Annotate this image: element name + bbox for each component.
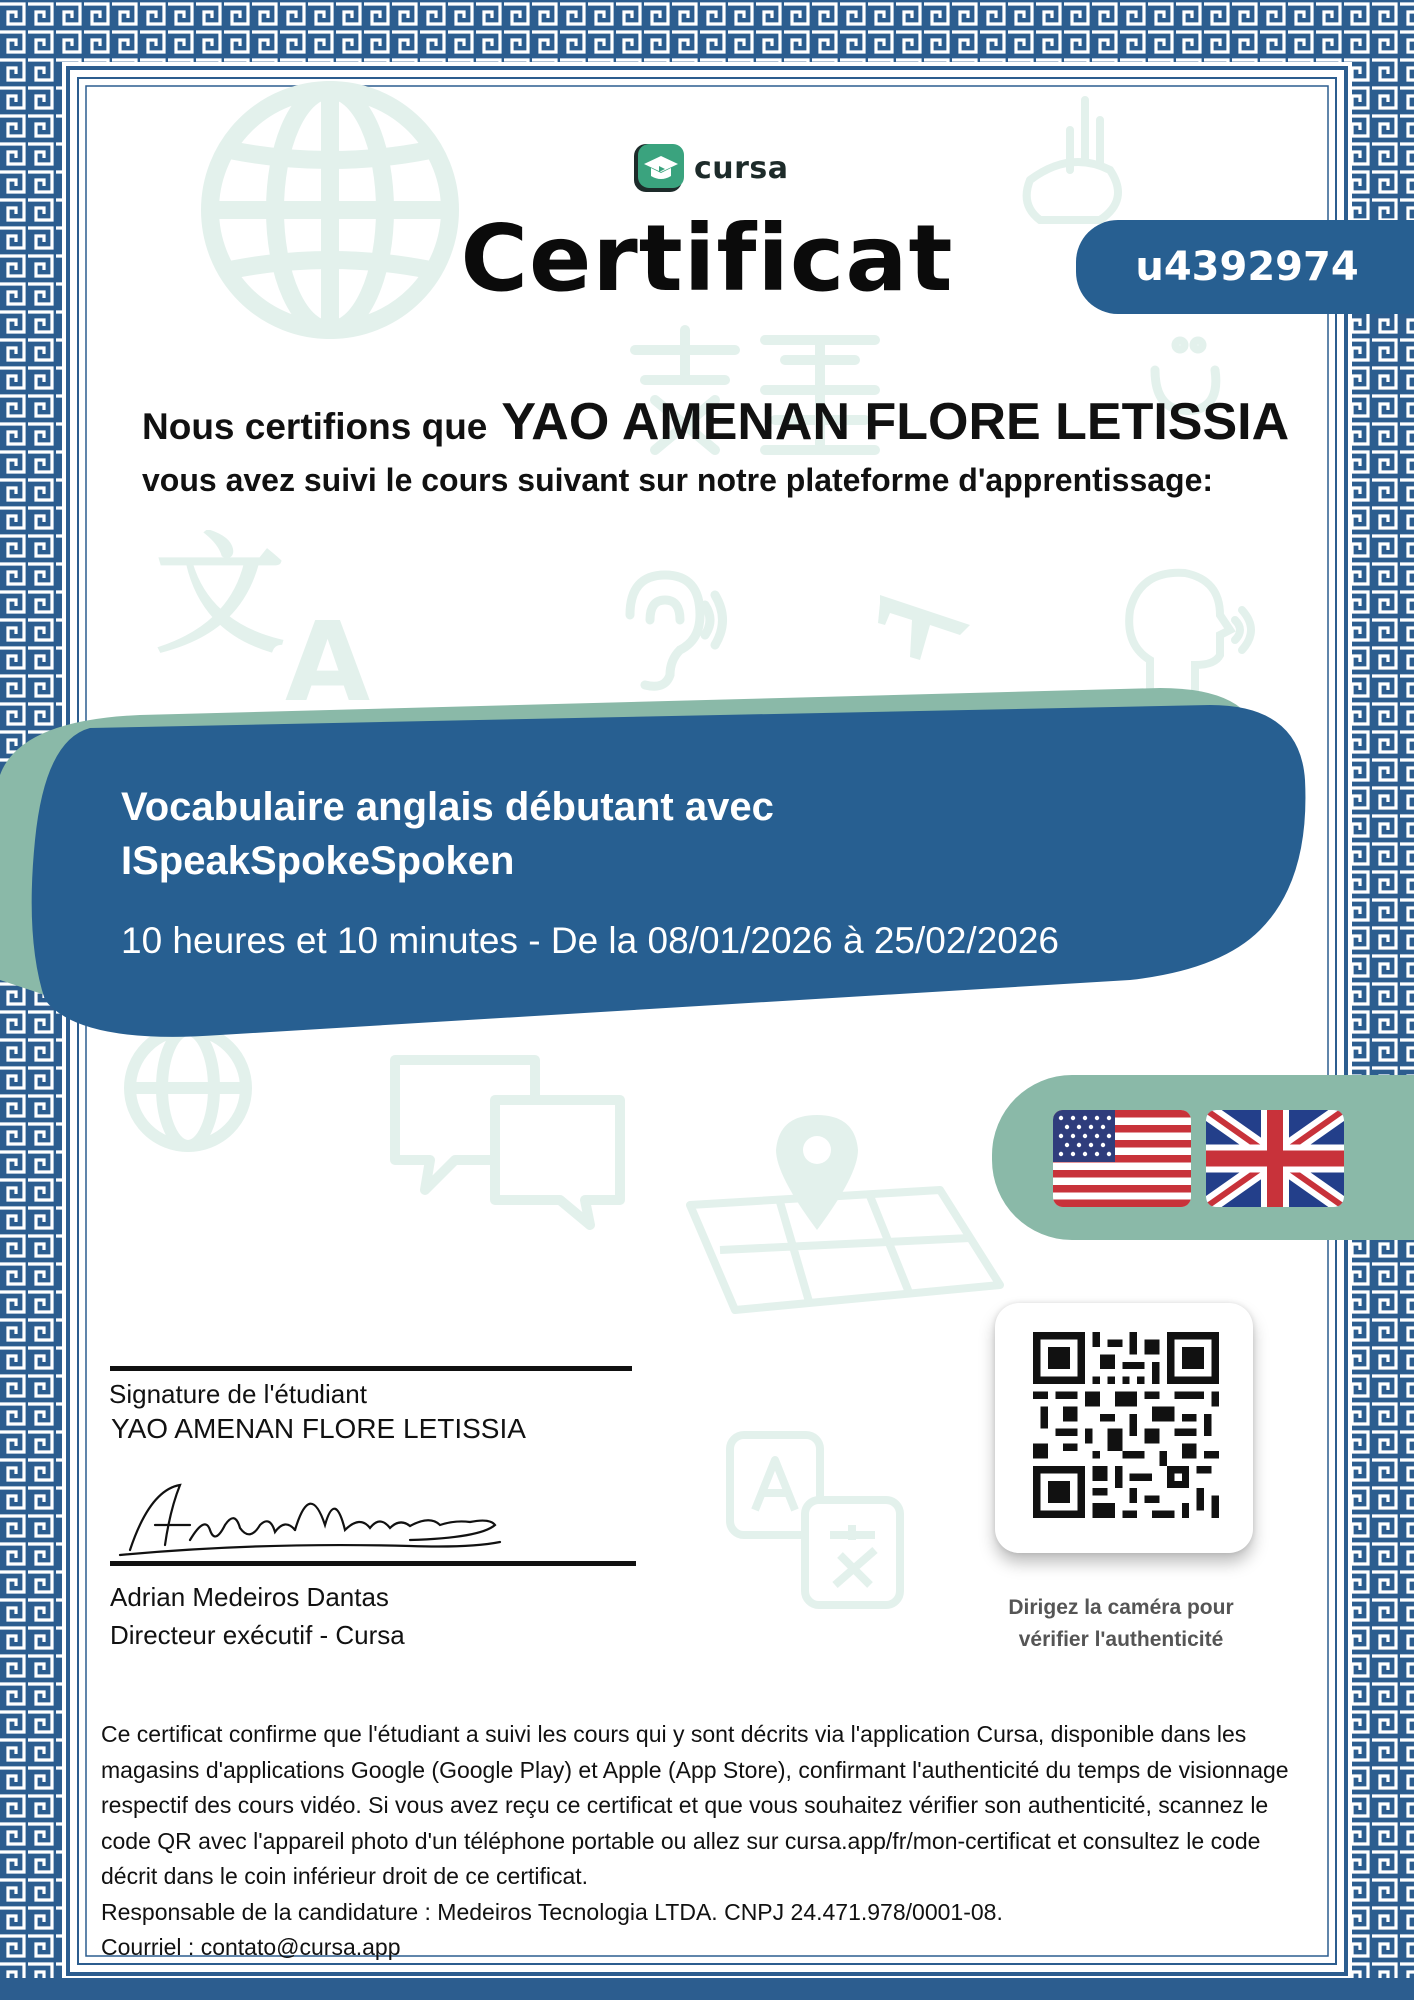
qr-caption-line2: vérifier l'authenticité (1018, 1628, 1224, 1651)
intro-prefix: Nous certifions que (142, 406, 488, 447)
qr-caption-line1: Dirigez la caméra pour (1008, 1596, 1234, 1619)
map-pin-doodle-icon (680, 1110, 1010, 1320)
svg-text:A: A (285, 598, 371, 710)
student-signature-label: Signature de l'étudiant (109, 1379, 367, 1409)
course-title-line2: ISpeakSpokeSpoken (121, 839, 515, 883)
course-duration-dates: 10 heures et 10 minutes - De la 08/01/2026 à 25/02/2026 (121, 920, 1060, 961)
course-title (121, 780, 1021, 888)
cursa-logo (632, 140, 789, 196)
svg-text:文: 文 (155, 530, 286, 671)
speaking-head-doodle-icon (1120, 565, 1260, 695)
course-title-line1: Vocabulaire anglais débutant avec (121, 785, 774, 829)
cursa-logo-icon (632, 140, 688, 196)
qr-caption (980, 1592, 1262, 1656)
director-signature-line (110, 1561, 636, 1566)
chat-bubbles-doodle-icon (385, 1040, 635, 1230)
us-flag-icon (1053, 1110, 1191, 1207)
student-signature-name: YAO AMENAN FLORE LETISSIA (111, 1413, 526, 1444)
footer-email: Courriel : contato@cursa.app (101, 1934, 401, 1960)
student-name: YAO AMENAN FLORE LETISSIA (501, 393, 1290, 451)
certification-statement (142, 392, 1289, 452)
intro-second-line: vous avez suivi le cours suivant sur notre plateforme d'apprentissage: (142, 462, 1214, 498)
qr-code-icon (1033, 1332, 1219, 1518)
language-cards-doodle-icon (720, 1415, 910, 1615)
footer-company: Responsable de la candidature : Medeiros Tecnologia LTDA. CNPJ 24.471.978/0001-08. (101, 1898, 1003, 1925)
logo-text: cursa (694, 150, 789, 186)
director-signature-image (110, 1470, 510, 1570)
student-signature-line (110, 1366, 632, 1371)
director-name: Adrian Medeiros Dantas (110, 1582, 389, 1612)
footer-disclaimer (101, 1717, 1313, 1966)
footer-paragraph: Ce certificat confirme que l'étudiant a suivi les cours qui y sont décrits via l'application Cursa, disponible dans les magasins d'applications Google (Google Play) et Apple (App Store), confirmant l'authenticité du temps de visionnage respectif des cours vidéo. Si vous avez reçu ce certificat et que vous souhaitez vérifier son authenticité, scannez le code QR avec l'appareil photo d'un téléphone portable ou allez sur cursa.app/fr/mon-certificat et consultez le code décrit dans le coin inférieur droit de ce certificat. (101, 1721, 1289, 1889)
uk-flag-icon (1206, 1110, 1344, 1207)
certificate-title: Certificat (460, 205, 954, 312)
certificate-id-badge: u4392974 (1076, 220, 1414, 314)
airplane-doodle-icon (870, 565, 990, 665)
qr-code-card (995, 1303, 1253, 1553)
director-title: Directeur exécutif - Cursa (110, 1620, 405, 1650)
ear-doodle-icon (600, 565, 740, 695)
